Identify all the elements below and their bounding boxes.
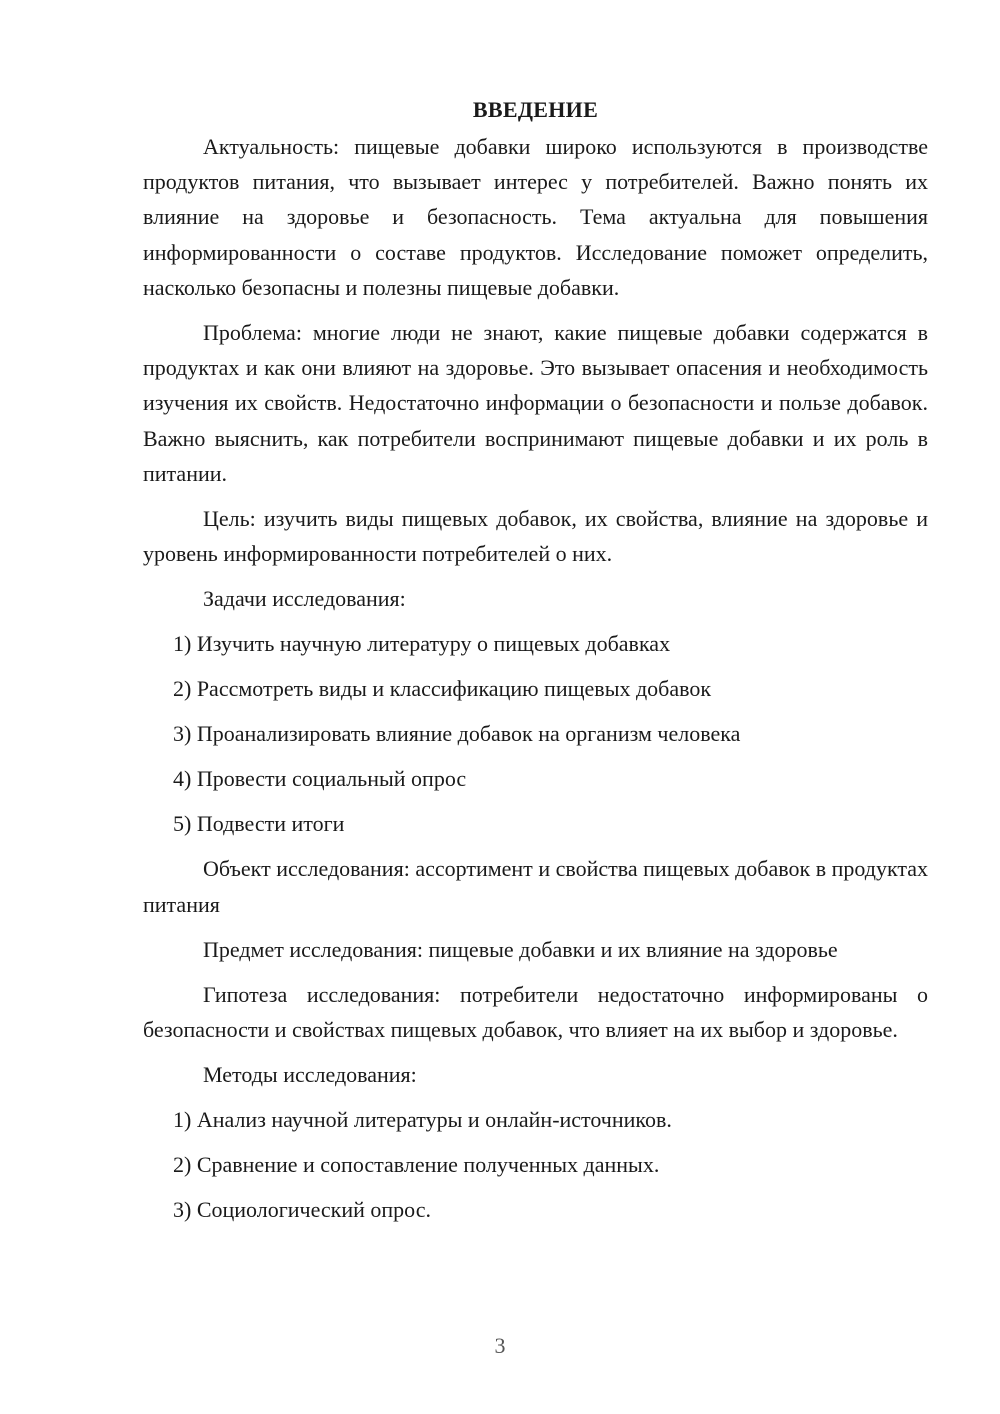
- tasks-list: [143, 626, 928, 841]
- list-item: 2) Рассмотреть виды и классификацию пищевых добавок: [173, 676, 712, 702]
- document-page: [143, 92, 928, 1237]
- list-item: 2) Сравнение и сопоставление полученных данных.: [173, 1152, 660, 1178]
- relevance-paragraph: Актуальность: пищевые добавки широко используются в производстве продуктов питания, что вызывает интерес у потребителей. Важно понять их влияние на здоровье и безопасность. Тема актуальна для повышения информированности о составе продуктов. Исследование поможет определить, насколько безопасны и полезны пищевые добавки.: [143, 134, 928, 300]
- methods-label: Методы исследования:: [203, 1062, 417, 1088]
- tasks-label: Задачи исследования:: [203, 586, 406, 612]
- list-item: 3) Проанализировать влияние добавок на организм человека: [173, 721, 741, 747]
- page-title: ВВЕДЕНИЕ: [472, 97, 599, 122]
- hypothesis-paragraph: Гипотеза исследования: потребители недостаточно информированы о безопасности и свойствах пищевых добавок, что влияет на их выбор и здоровье.: [143, 982, 928, 1043]
- subject-paragraph: Предмет исследования: пищевые добавки и их влияние на здоровье: [203, 936, 838, 962]
- list-item: 5) Подвести итоги: [173, 811, 345, 837]
- list-item: 1) Изучить научную литературу о пищевых добавках: [173, 631, 671, 657]
- page-number: 3: [494, 1333, 506, 1358]
- list-item: 3) Социологический опрос.: [173, 1197, 431, 1223]
- list-item: 4) Провести социальный опрос: [173, 766, 467, 792]
- methods-list: [143, 1102, 928, 1227]
- object-paragraph: Объект исследования: ассортимент и свойства пищевых добавок в продуктах питания: [143, 856, 928, 917]
- problem-paragraph: Проблема: многие люди не знают, какие пищевые добавки содержатся в продуктах и как они влияют на здоровье. Это вызывает опасения и необходимость изучения их свойств. Недостаточно информации о безопасности и пользе добавок. Важно выяснить, как потребители воспринимают пищевые добавки и их роль в питании.: [143, 320, 928, 486]
- list-item: 1) Анализ научной литературы и онлайн-источников.: [173, 1107, 672, 1133]
- goal-paragraph: Цель: изучить виды пищевых добавок, их свойства, влияние на здоровье и уровень информированности потребителей о них.: [143, 506, 928, 567]
